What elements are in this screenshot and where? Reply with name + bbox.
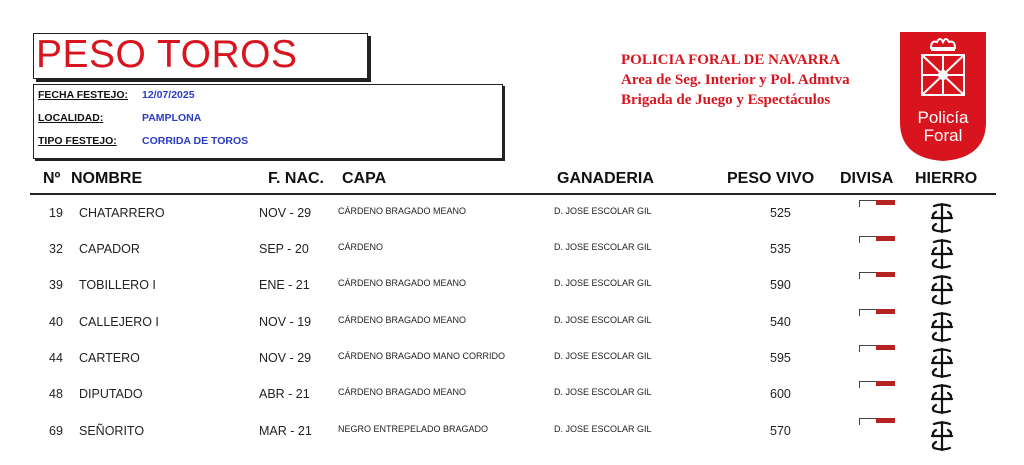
cell-nombre: DIPUTADO: [79, 387, 143, 401]
cell-peso: 590: [770, 278, 791, 292]
fecha-value: 12/07/2025: [142, 89, 195, 101]
cell-nombre: CALLEJERO I: [79, 315, 159, 329]
title-box: [33, 33, 368, 79]
tipo-label: TIPO FESTEJO:: [38, 135, 117, 147]
table-row: [0, 276, 1024, 312]
table-row: [0, 240, 1024, 276]
divisa-colors-icon: [859, 418, 895, 428]
cell-ganaderia: D. JOSE ESCOLAR GIL: [554, 242, 652, 252]
hierro-brand-icon: [928, 347, 956, 379]
agency-line-1: POLICIA FORAL DE NAVARRA: [621, 52, 841, 68]
cell-fnac: MAR - 21: [259, 424, 312, 438]
divisa-colors-icon: [859, 345, 895, 355]
cell-peso: 595: [770, 351, 791, 365]
divisa-colors-icon: [859, 381, 895, 391]
cell-fnac: NOV - 29: [259, 206, 312, 220]
cell-fnac: NOV - 19: [259, 315, 312, 329]
agency-line-2: Area de Seg. Interior y Pol. Admtva: [621, 72, 850, 88]
cell-num: 48: [49, 387, 63, 401]
tipo-row: [38, 135, 249, 147]
cell-capa: CÁRDENO: [338, 242, 384, 252]
col-nombre-header: NOMBRE: [71, 170, 143, 187]
logo-text-line-2: Foral: [923, 126, 963, 145]
cell-capa: CÁRDENO BRAGADO MEANO: [338, 387, 467, 397]
hierro-brand-icon: [928, 383, 956, 415]
cell-num: 69: [49, 424, 63, 438]
cell-peso: 535: [770, 242, 791, 256]
hierro-brand-icon: [928, 238, 956, 270]
divisa-colors-icon: [859, 200, 895, 210]
cell-nombre: CHATARRERO: [79, 206, 165, 220]
table-row: [0, 313, 1024, 349]
cell-capa: CÁRDENO BRAGADO MANO CORRIDO: [338, 351, 506, 361]
agency-line-3: Brigada de Juego y Espectáculos: [621, 92, 831, 108]
cell-fnac: ENE - 21: [259, 278, 310, 292]
hierro-brand-icon: [928, 311, 956, 343]
policia-foral-logo: [898, 30, 988, 162]
cell-nombre: CAPADOR: [79, 242, 140, 256]
cell-fnac: ABR - 21: [259, 387, 310, 401]
table-row: [0, 422, 1024, 458]
col-capa-header: CAPA: [342, 170, 387, 187]
cell-ganaderia: D. JOSE ESCOLAR GIL: [554, 424, 652, 434]
table-row: [0, 349, 1024, 385]
tipo-value: CORRIDA DE TOROS: [142, 135, 249, 147]
fecha-row: [38, 89, 195, 101]
cell-ganaderia: D. JOSE ESCOLAR GIL: [554, 351, 652, 361]
page-title: PESO TOROS: [36, 33, 298, 76]
cell-fnac: NOV - 29: [259, 351, 312, 365]
logo-text-line-1: Policía: [917, 108, 969, 127]
cell-nombre: TOBILLERO I: [79, 278, 156, 292]
cell-ganaderia: D. JOSE ESCOLAR GIL: [554, 315, 652, 325]
cell-capa: CÁRDENO BRAGADO MEANO: [338, 206, 467, 216]
col-hierro-header: HIERRO: [915, 170, 978, 187]
col-fnac-header: F. NAC.: [268, 170, 324, 187]
divisa-colors-icon: [859, 272, 895, 282]
event-info-box: [33, 84, 503, 159]
cell-num: 32: [49, 242, 63, 256]
cell-num: 44: [49, 351, 63, 365]
cell-fnac: SEP - 20: [259, 242, 309, 256]
cell-peso: 570: [770, 424, 791, 438]
cell-num: 39: [49, 278, 63, 292]
hierro-brand-icon: [928, 274, 956, 306]
fecha-label: FECHA FESTEJO:: [38, 89, 129, 101]
cell-nombre: CARTERO: [79, 351, 140, 365]
localidad-row: [38, 112, 202, 124]
cell-peso: 540: [770, 315, 791, 329]
divisa-colors-icon: [859, 309, 895, 319]
localidad-label: LOCALIDAD:: [38, 112, 104, 124]
table-row: [0, 204, 1024, 240]
cell-num: 19: [49, 206, 63, 220]
cell-ganaderia: D. JOSE ESCOLAR GIL: [554, 387, 652, 397]
cell-ganaderia: D. JOSE ESCOLAR GIL: [554, 278, 652, 288]
table-row: [0, 385, 1024, 421]
col-ganaderia-header: GANADERIA: [557, 170, 654, 187]
agency-header: [621, 50, 850, 110]
col-divisa-header: DIVISA: [840, 170, 894, 187]
hierro-brand-icon: [928, 202, 956, 234]
table-header: [30, 167, 996, 195]
divisa-colors-icon: [859, 236, 895, 246]
hierro-brand-icon: [928, 420, 956, 452]
cell-capa: NEGRO ENTREPELADO BRAGADO: [338, 424, 489, 434]
cell-nombre: SEÑORITO: [79, 424, 145, 438]
localidad-value: PAMPLONA: [142, 112, 202, 124]
cell-peso: 600: [770, 387, 791, 401]
col-peso-header: PESO VIVO: [727, 170, 815, 187]
cell-num: 40: [49, 315, 63, 329]
cell-capa: CÁRDENO BRAGADO MEANO: [338, 315, 467, 325]
cell-peso: 525: [770, 206, 791, 220]
cell-capa: CÁRDENO BRAGADO MEANO: [338, 278, 467, 288]
col-num-header: Nº: [43, 170, 61, 187]
cell-ganaderia: D. JOSE ESCOLAR GIL: [554, 206, 652, 216]
